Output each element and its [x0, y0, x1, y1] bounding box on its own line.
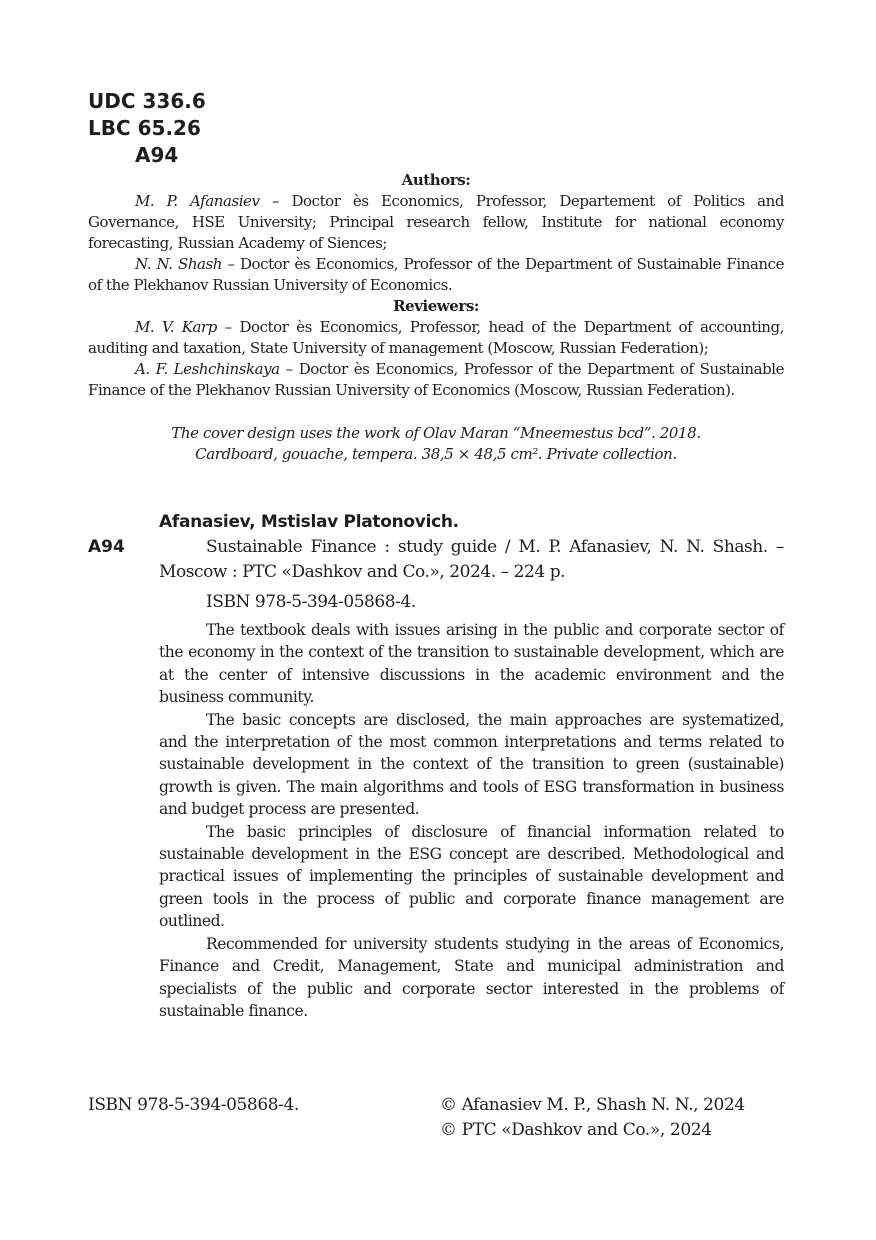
credits-block — [88, 170, 784, 401]
reviewer-name: M. V. Karp — [135, 318, 217, 336]
cover-note-line: The cover design uses the work of Olav Maran “Mneemestus bcd”. 2018. — [171, 424, 701, 442]
cover-design-note — [88, 423, 784, 465]
copyright-line: © Afanasiev M. P., Shash N. N., 2024 — [440, 1095, 745, 1115]
reviewer-description: – Doctor ès Economics, Professor of the Department of Sustainable Finance of the Plekhanov Russian University of Economics (Moscow, Russian Federation). — [88, 360, 784, 399]
author-entry — [88, 191, 784, 254]
annotation — [159, 619, 784, 1022]
classification-codes — [88, 88, 206, 169]
copyright-line: © PTC «Dashkov and Co.», 2024 — [440, 1120, 712, 1140]
catalog-isbn: ISBN 978-5-394-05868-4. — [206, 592, 416, 612]
reviewer-description: – Doctor ès Economics, Professor, head of the Department of accounting, auditing and taxation, State University of management (Moscow, Russian Federation); — [88, 318, 784, 357]
reviewer-name: A. F. Leshchinskaya — [135, 360, 280, 378]
annotation-paragraph: The basic principles of disclosure of financial information related to sustainable development in the ESG concept are described. Methodological and practical issues of implementing the principles of sustainable development and green tools in the process of public and corporate finance management are outlined. — [159, 822, 784, 931]
author-entry — [88, 254, 784, 296]
author-mark: A94 — [135, 143, 179, 167]
udc-code: UDC 336.6 — [88, 89, 206, 113]
author-description: – Doctor ès Economics, Professor of the Department of Sustainable Finance of the Plekhanov Russian University of Economics. — [88, 255, 784, 294]
footer-isbn: ISBN 978-5-394-05868-4. — [88, 1095, 299, 1115]
annotation-paragraph: The textbook deals with issues arising in the public and corporate sector of the economy in the context of the transition to sustainable development, which are at the center of intensive discussions in the academic environment and the business community. — [159, 621, 784, 707]
annotation-paragraph: The basic concepts are disclosed, the main approaches are systematized, and the interpretation of the most common interpretations and terms related to sustainable development in the context of the transition to green (sustainable) growth is given. The main algorithms and tools of ESG transformation in business and budget process are presented. — [159, 710, 784, 819]
copyright-block — [440, 1093, 745, 1143]
cover-note-line: Cardboard, gouache, tempera. 38,5 × 48,5 cm². Private collection. — [195, 445, 677, 463]
reviewers-heading: Reviewers: — [393, 297, 479, 315]
catalog-author: Afanasiev, Mstislav Platonovich. — [159, 512, 459, 532]
author-name: M. P. Afanasiev — [135, 192, 260, 210]
catalog-entry — [159, 510, 784, 1022]
reviewer-entry — [88, 359, 784, 401]
catalog-author-mark: A94 — [88, 537, 125, 557]
annotation-paragraph: Recommended for university students studying in the areas of Economics, Finance and Credit, Management, State and municipal administration and specialists of the public and corporate sector interested in the problems of sustainable finance. — [159, 934, 784, 1020]
authors-heading: Authors: — [401, 171, 471, 189]
reviewer-entry — [88, 317, 784, 359]
author-description: – Doctor ès Economics, Professor, Departement of Politics and Governance, HSE University; Principal research fellow, Institute for national economy forecasting, Russian Academy of Siences; — [88, 192, 785, 252]
lbc-code: LBC 65.26 — [88, 116, 201, 140]
author-name: N. N. Shash — [135, 255, 222, 273]
catalog-title: Sustainable Finance : study guide / M. P. Afanasiev, N. N. Shash. – Moscow : PTC «Dashkov and Co.», 2024. – 224 p. — [159, 537, 784, 582]
